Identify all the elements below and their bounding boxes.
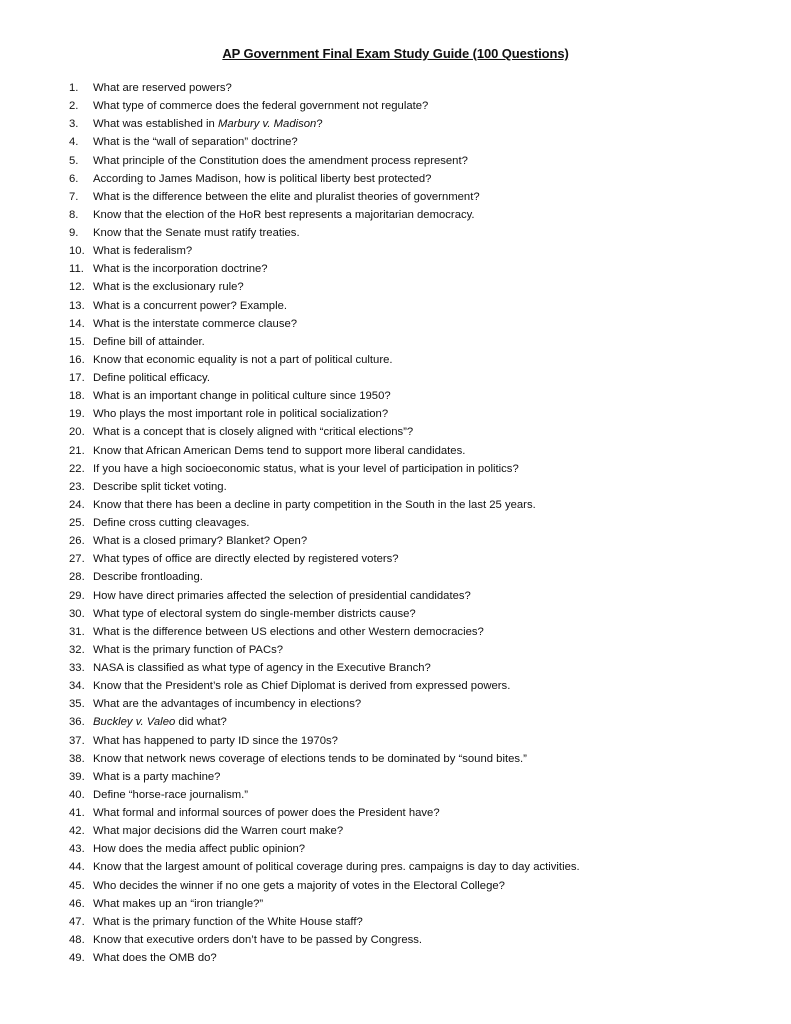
question-number: 35. [69,698,85,711]
question-number: 41. [69,807,85,819]
question-text-part: What principle of the Constitution does the amendment process represent? [93,154,468,167]
question-text-part: What is a concurrent power? Example. [93,299,288,312]
question-text [93,677,510,695]
question-text-part: What type of commerce does the federal government not regulate? [93,100,429,113]
question-number: 49. [69,952,85,964]
question-number: 4. [69,136,79,149]
question-number: 30. [69,607,85,620]
question-text-part: Define cross cutting cleavages. [93,517,250,529]
question-text-part: Know that African American Dems tend to support more liberal candidates. [93,444,466,457]
question-number: 48. [69,933,85,946]
question-text-part: What is the difference between the elite and pluralist theories of government? [93,190,480,203]
question-text-part: What type of electoral system do single-member districts cause? [93,607,416,620]
question-text [93,695,361,713]
question-text-part: What is the interstate commerce clause? [93,317,298,330]
question-text-part: What is the “wall of separation” doctrine? [93,136,298,149]
question-text-part: Know that the President’s role as Chief Diplomat is derived from expressed powers. [93,680,511,693]
question-number: 11. [69,263,84,276]
question-text [93,623,484,641]
question-text [93,442,465,460]
question-text [93,550,399,568]
question-number: 3. [69,118,79,131]
question-text [93,460,519,478]
question-text-part: Define bill of attainder. [93,335,205,348]
question-text-part: What major decisions did the Warren court make? [93,825,344,838]
question-text-part: What is a concept that is closely aligned with “critical elections”? [93,426,414,439]
question-number: 40. [69,788,85,801]
question-text [93,152,468,170]
question-number: 17. [69,372,85,384]
question-text [93,877,505,895]
question-text [93,895,263,913]
question-text-part: What formal and informal sources of power does the President have? [93,807,440,819]
question-number: 24. [69,498,85,511]
question-text-part: Know that network news coverage of elections tends to be dominated by “sound bites.” [93,752,527,765]
question-text-part: Know that the largest amount of political coverage during pres. campaigns is day to day activities. [93,861,580,874]
question-text [93,297,287,315]
question-text [93,496,536,514]
question-text [93,387,391,405]
question-text [93,423,413,441]
question-text [93,133,298,151]
question-number: 47. [69,915,85,928]
question-text-part: What is the primary function of the White House staff? [93,915,363,928]
question-text [93,804,440,822]
question-number: 14. [69,317,85,330]
question-number: 37. [69,734,85,747]
question-number: 7. [69,190,79,203]
question-number: 34. [69,680,85,693]
question-text [93,260,268,278]
question-text-part: How does the media affect public opinion? [93,843,306,856]
question-text [93,858,580,876]
question-number: 23. [69,480,85,493]
question-text-part: did what? [175,716,227,729]
question-number: 21. [69,444,85,457]
question-text-part: What was established in [93,118,218,131]
case-name-italic: Buckley v. Valeo [93,716,176,729]
question-text [93,351,393,369]
question-text [93,949,217,967]
question-text [93,115,323,133]
question-text [93,79,232,97]
document-title: AP Government Final Exam Study Guide (100 Questions) [222,46,569,61]
question-number: 31. [69,625,85,638]
question-text-part: If you have a high socioeconomic status, what is your level of participation in politics? [93,462,519,475]
question-text-part: How have direct primaries affected the selection of presidential candidates? [93,589,471,602]
question-text-part: What are the advantages of incumbency in elections? [93,698,362,711]
question-number: 44. [69,861,85,874]
question-text [93,822,343,840]
question-text [93,587,471,605]
question-number: 5. [69,154,79,167]
question-number: 2. [69,100,79,113]
question-text-part: NASA is classified as what type of agency in the Executive Branch? [93,662,431,674]
question-text-part: What types of office are directly elected by registered voters? [93,553,399,566]
question-text [93,568,203,586]
case-name-italic: Marbury v. Madison [217,118,317,131]
question-text [93,931,422,949]
question-number: 46. [69,897,85,910]
question-number: 12. [69,281,85,294]
question-text-part: What has happened to party ID since the 1970s? [93,734,338,747]
question-text-part: What is federalism? [93,245,193,258]
question-text-part: Who plays the most important role in political socialization? [93,408,389,421]
question-text-part: What are reserved powers? [93,82,232,94]
question-number: 27. [69,553,85,566]
question-text [93,913,363,931]
question-text [93,333,205,351]
question-number: 10. [69,245,85,258]
question-number: 26. [69,535,85,548]
question-text [93,605,416,623]
question-text-part: Know that executive orders don’t have to be passed by Congress. [93,933,423,946]
question-number: 15. [69,335,85,348]
question-text-part: What is the exclusionary rule? [93,281,244,294]
question-text [93,315,297,333]
question-number: 18. [69,390,85,403]
question-text [93,641,283,659]
question-text [93,713,227,731]
question-text [93,278,244,296]
question-text [93,750,527,768]
question-text-part: What is the difference between US elections and other Western democracies? [93,625,484,638]
question-text-part: Describe split ticket voting. [93,480,227,493]
question-number: 20. [69,426,85,439]
question-number: 6. [69,172,79,185]
question-number: 38. [69,752,85,765]
question-text-part: What is a closed primary? Blanket? Open? [93,535,308,548]
question-text [93,732,338,750]
question-number: 43. [69,843,85,856]
question-number: 8. [69,208,79,221]
question-number: 22. [69,462,85,475]
question-text-part: ? [316,118,323,131]
question-text-part: According to James Madison, how is political liberty best protected? [93,172,432,185]
question-number: 42. [69,825,85,838]
question-text-part: Define “horse-race journalism.” [93,788,249,801]
question-text [93,224,300,242]
question-text-part: What makes up an “iron triangle?” [93,897,264,910]
question-number: 28. [69,571,85,584]
question-text [93,840,305,858]
question-number: 45. [69,879,85,892]
question-number: 19. [69,408,85,421]
question-text [93,97,428,115]
question-text-part: Know that there has been a decline in party competition in the South in the last 25 years. [93,498,536,511]
question-number: 16. [69,353,85,366]
question-number: 29. [69,589,85,602]
question-text-part: Know that the Senate must ratify treaties. [93,227,300,239]
question-number: 36. [69,716,85,729]
question-text [93,786,248,804]
question-text-part: What is the incorporation doctrine? [93,263,268,276]
question-text-part: Know that the election of the HoR best represents a majoritarian democracy. [93,208,475,221]
question-number: 1. [69,82,79,94]
question-text-part: What is a party machine? [93,770,221,783]
question-text-part: Define political efficacy. [93,372,211,384]
question-text [93,188,480,206]
question-text [93,206,475,224]
question-text-part: What does the OMB do? [93,952,217,964]
question-number: 32. [69,643,85,656]
question-text-part: What is the primary function of PACs? [93,643,284,656]
question-number: 39. [69,770,85,783]
question-number: 9. [69,227,79,239]
question-text [93,405,388,423]
question-text [93,369,210,387]
question-text-part: Who decides the winner if no one gets a majority of votes in the Electoral College? [93,879,505,892]
question-text [93,170,431,188]
question-text-part: What is an important change in political culture since 1950? [93,390,391,403]
question-number: 25. [69,517,85,529]
question-text [93,659,431,677]
question-text [93,478,227,496]
question-text [93,242,192,260]
question-text [93,514,249,532]
question-number: 13. [69,299,85,312]
question-text-part: Describe frontloading. [93,571,203,584]
question-text-part: Know that economic equality is not a part of political culture. [93,353,393,366]
question-number: 33. [69,662,85,674]
question-text [93,768,220,786]
question-text [93,532,307,550]
